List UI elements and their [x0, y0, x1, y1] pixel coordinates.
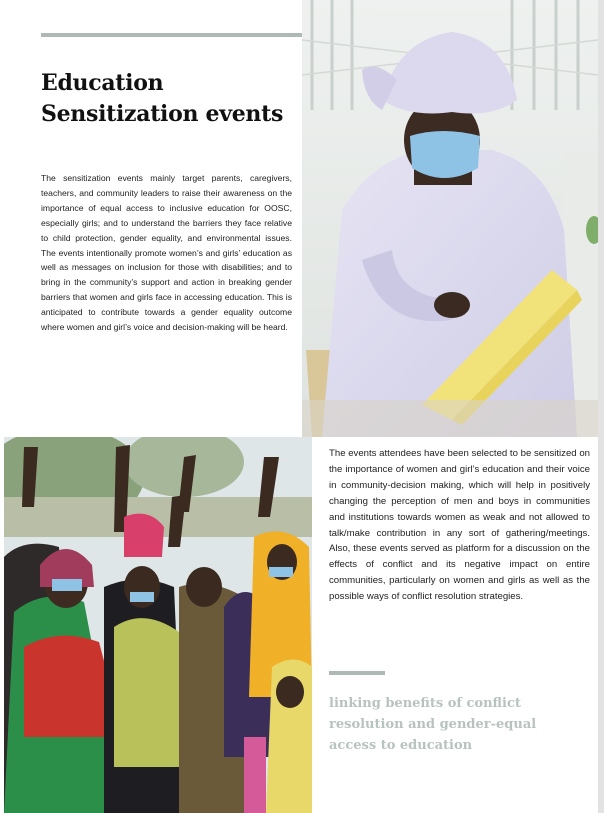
- pull-quote-line-2: resolution and gender-equal: [329, 717, 537, 732]
- section-title-line-1: Education: [41, 70, 164, 96]
- pull-quote: [329, 693, 569, 756]
- seated-woman-photo: [302, 0, 598, 437]
- pull-quote-line-1: linking benefits of conflict: [329, 696, 521, 711]
- top-divider-rule: [41, 33, 302, 37]
- group-raising-hands-illustration: [4, 437, 312, 813]
- page-edge: [598, 0, 604, 813]
- intro-paragraph: The sensitization events mainly target parents, caregivers, teachers, and community leaders to raise their awareness on the importance of equal access to inclusive education for OOSC, especially girls; and to understand the barriers they face relative to child protection, gender equality, and environmental issues. The events intentionally promote women’s and girls’ education as well as messages on inclusion for those with disabilities; and to bring in the community’s support and action in breaking gender barriers that women and girls face in accessing education. This is anticipated to contribute towards a gender equality outcome where women and girl’s voice and decision-making will be heard.: [41, 173, 292, 333]
- attendees-paragraph: The events attendees have been selected to be sensitized on the importance of women and girl’s education and their voice in community-decision making, which will help in positively changing the perception of men and boys in communities and institutions towards women as weak and not allowed to talk/make contribution in any sort of gathering/meetings. Also, these events served as platform for a discussion on the effects of conflict and its negative impact on entire communities, particularly on women and girls as well as the possible ways of conflict resolution strategies.: [329, 448, 590, 603]
- section-title: [41, 68, 301, 130]
- seated-woman-illustration: [302, 0, 598, 437]
- group-raising-hands-photo: [4, 437, 312, 813]
- pull-quote-rule: [329, 671, 385, 675]
- section-title-line-2: Sensitization events: [41, 101, 284, 127]
- pull-quote-line-3: access to education: [329, 738, 473, 753]
